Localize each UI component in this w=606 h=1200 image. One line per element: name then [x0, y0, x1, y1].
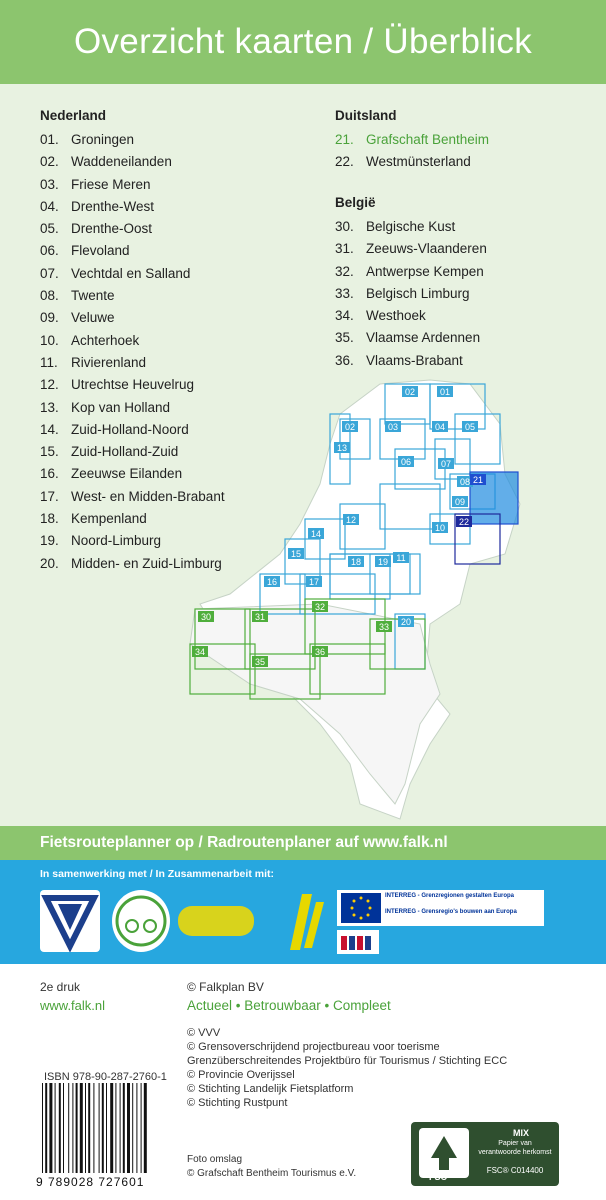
fiets-platform-logo [112, 890, 170, 952]
map-name: Zeeuwse Eilanden [71, 466, 183, 482]
map-name: Waddeneilanden [71, 154, 172, 170]
map-number: 13. [40, 399, 59, 415]
overview-map [0, 84, 606, 826]
map-number: 02. [40, 154, 59, 170]
map-overview-panel [0, 84, 606, 826]
map-name: Belgisch Limburg [366, 285, 470, 301]
barcode-bar [99, 1083, 100, 1173]
map-label: 32 [314, 602, 326, 612]
map-number: 30. [335, 219, 354, 234]
map-name: Westhoek [366, 308, 426, 324]
map-number: 09. [40, 310, 59, 326]
map-label: 06 [400, 457, 412, 467]
map-number: 15. [40, 444, 59, 460]
credits-list [187, 1026, 507, 1110]
partners-band [0, 860, 606, 964]
map-label: 11 [396, 553, 406, 563]
map-number: 04. [40, 198, 59, 214]
map-label: 15 [290, 549, 302, 559]
barcode-bar [127, 1083, 130, 1173]
map-label: 21 [472, 475, 484, 485]
map-label: 31 [254, 612, 266, 622]
map-number: 16. [40, 466, 59, 482]
map-name: Vlaams-Brabant [366, 352, 463, 368]
barcode-bar [45, 1083, 47, 1173]
barcode-bar [76, 1083, 78, 1173]
map-name: Twente [71, 288, 115, 304]
map-name: West- en Midden-Brabant [71, 488, 225, 504]
vvv-logo [40, 890, 100, 952]
map-label: 01 [439, 387, 451, 397]
barcode-bar [110, 1083, 113, 1173]
credit-line: © VVV [187, 1027, 221, 1039]
barcode-bar [63, 1083, 64, 1173]
group-title-netherlands: Nederland [40, 108, 107, 123]
map-number: 07. [40, 265, 59, 281]
map-number: 18. [40, 511, 59, 527]
barcode-bar [123, 1083, 125, 1173]
map-label: 33 [378, 622, 390, 632]
map-number: 11. [40, 354, 58, 370]
map-number: 01. [40, 132, 59, 147]
group-title-belgium: België [335, 195, 376, 210]
map-number: 10. [40, 332, 59, 348]
map-name: Kop van Holland [71, 399, 171, 415]
barcode-bar [80, 1083, 83, 1173]
map-name: Veluwe [71, 310, 115, 326]
map-label: 13 [336, 443, 348, 453]
group-title-germany: Duitsland [335, 108, 397, 123]
map-number: 06. [40, 243, 59, 259]
map-name: Achterhoek [71, 332, 140, 348]
fsc-brand: FSC [429, 1172, 447, 1182]
map-number: 17. [40, 488, 59, 504]
isbn-text: ISBN 978-90-287-2760-1 [44, 1071, 167, 1083]
credit-line: © Provincie Overijssel [187, 1069, 295, 1081]
barcode-bar [144, 1083, 147, 1173]
map-name: Vlaamse Ardennen [366, 330, 481, 346]
map-name: Drenthe-Oost [71, 221, 153, 237]
map-name: Zuid-Holland-Noord [71, 421, 189, 437]
edition-text: 2e druk [40, 980, 81, 994]
map-label: 14 [310, 529, 322, 539]
map-label: 20 [400, 617, 412, 627]
barcode-bar [88, 1083, 90, 1173]
barcode-bar [132, 1083, 133, 1173]
map-name: Rivierenland [71, 354, 147, 370]
barcode [36, 1083, 174, 1189]
rust-logo [337, 930, 379, 954]
map-label: 22 [458, 517, 470, 527]
page-title: Overzicht kaarten / Überblick [0, 0, 606, 84]
barcode-bar [136, 1083, 137, 1173]
eu-flag-icon [341, 893, 381, 923]
map-name: Vechtdal en Salland [71, 265, 191, 281]
map-label: 08 [459, 477, 471, 487]
credit-line: Grenzüberschreitendes Projektbüro für Tourismus / Stichting ECC [187, 1055, 508, 1067]
fsc-line-2: verantwoorde herkomst [478, 1149, 552, 1156]
interreg-line-2: INTERREG - Grensregio's bouwen aan Europa [385, 909, 517, 915]
map-number: 31. [335, 241, 354, 257]
map-name: Kempenland [71, 511, 147, 527]
photo-label: Foto omslag [187, 1154, 243, 1165]
fsc-mix: MIX [512, 1128, 529, 1138]
map-name: Drenthe-West [71, 198, 155, 214]
barcode-bar [106, 1083, 107, 1173]
map-label: 09 [454, 497, 466, 507]
map-label: 30 [200, 612, 212, 622]
overijssel-logo [272, 892, 332, 952]
map-name: Midden- en Zuid-Limburg [71, 555, 222, 571]
credit-line: © Grensoverschrijdend projectbureau voor toerisme [187, 1041, 440, 1053]
map-name: Utrechtse Heuvelrug [71, 377, 195, 393]
grens-logo [178, 906, 254, 936]
map-name: Zeeuws-Vlaanderen [366, 241, 487, 257]
barcode-bar [42, 1083, 43, 1173]
barcode-bar [72, 1083, 73, 1173]
map-name: Westmünsterland [366, 154, 471, 170]
barcode-bar [102, 1083, 104, 1173]
barcode-bar [120, 1083, 121, 1173]
website-link[interactable]: www.falk.nl [40, 998, 106, 1013]
map-name: Flevoland [71, 243, 130, 259]
map-label: 04 [434, 422, 446, 432]
map-number: 34. [335, 308, 354, 324]
map-number: 33. [335, 285, 354, 301]
fsc-badge [411, 1122, 559, 1186]
slogan-text: Actueel • Betrouwbaar • Compleet [187, 998, 391, 1013]
map-number: 20. [40, 555, 59, 571]
map-number: 35. [335, 330, 354, 346]
barcode-bar [141, 1083, 142, 1173]
map-number: 12. [40, 377, 59, 393]
fsc-line-1: Papier van [498, 1140, 532, 1147]
tree-icon [419, 1128, 469, 1178]
map-label: 18 [350, 557, 362, 567]
map-label: 19 [377, 557, 389, 567]
map-number: 36. [335, 352, 354, 368]
partners-title: In samenwerking met / In Zusammenarbeit mit: [40, 868, 274, 880]
photo-credit: © Grafschaft Bentheim Tourismus e.V. [187, 1168, 357, 1179]
map-label: 36 [314, 647, 326, 657]
map-name: Grafschaft Bentheim [366, 132, 490, 147]
map-name: Noord-Limburg [71, 533, 162, 549]
barcode-bar [59, 1083, 61, 1173]
map-number: 21. [335, 132, 354, 147]
map-label: 02 [404, 387, 416, 397]
barcode-bar [115, 1083, 116, 1173]
copyright-text: © Falkplan BV [187, 980, 264, 994]
map-label: 35 [254, 657, 266, 667]
barcode-bar [93, 1083, 94, 1173]
map-label: 05 [464, 422, 476, 432]
map-number: 14. [40, 421, 59, 437]
barcode-bar [55, 1083, 56, 1173]
credit-line: © Stichting Landelijk Fietsplatform [187, 1083, 354, 1095]
map-name: Belgische Kust [366, 219, 456, 234]
map-name: Friese Meren [71, 176, 151, 192]
interreg-box [337, 890, 544, 926]
map-label: 16 [266, 577, 278, 587]
map-number: 08. [40, 288, 59, 304]
map-label: 17 [308, 577, 320, 587]
map-label: 02 [344, 422, 356, 432]
map-name: Antwerpse Kempen [366, 263, 484, 279]
map-label: 12 [345, 515, 357, 525]
barcode-bar [49, 1083, 52, 1173]
credit-line: © Stichting Rustpunt [187, 1097, 288, 1109]
map-number: 03. [40, 176, 59, 192]
map-name: Zuid-Holland-Zuid [71, 444, 179, 460]
route-planner-banner: Fietsrouteplanner op / Radroutenplaner auf www.falk.nl [0, 826, 606, 860]
map-label: 07 [440, 459, 452, 469]
map-label: 03 [387, 422, 399, 432]
map-label: 10 [434, 523, 446, 533]
map-number: 22. [335, 154, 354, 170]
map-number: 19. [40, 533, 59, 549]
barcode-digits: 9 789028 727601 [36, 1175, 145, 1189]
map-label: 34 [194, 647, 206, 657]
barcode-bar [85, 1083, 86, 1173]
map-name: Groningen [71, 132, 135, 147]
interreg-line-1: INTERREG - Grenzregionen gestalten Europa [385, 893, 515, 899]
map-number: 05. [40, 221, 59, 237]
fsc-code: FSC® C014400 [486, 1166, 544, 1175]
barcode-bar [68, 1083, 69, 1173]
map-number: 32. [335, 263, 354, 279]
